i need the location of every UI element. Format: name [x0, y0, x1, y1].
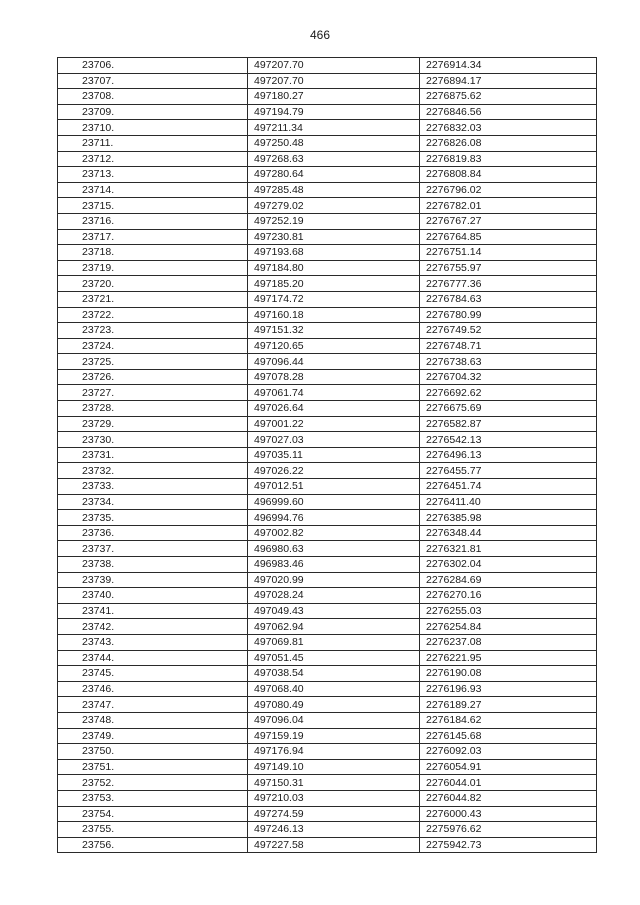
y-coordinate-cell: 2276189.27 — [420, 697, 597, 713]
y-coordinate-cell: 2276000.43 — [420, 806, 597, 822]
point-number-cell: 23748. — [58, 712, 248, 728]
x-coordinate-cell: 497246.13 — [248, 822, 420, 838]
y-coordinate-cell: 2276184.62 — [420, 712, 597, 728]
y-coordinate-cell: 2276496.13 — [420, 447, 597, 463]
y-coordinate-cell: 2276542.13 — [420, 432, 597, 448]
table-row — [58, 58, 597, 74]
point-number-cell: 23734. — [58, 494, 248, 510]
x-coordinate-cell: 497096.04 — [248, 712, 420, 728]
point-number-cell: 23735. — [58, 510, 248, 526]
point-number-cell: 23707. — [58, 73, 248, 89]
table-row — [58, 416, 597, 432]
x-coordinate-cell: 497062.94 — [248, 619, 420, 635]
y-coordinate-cell: 2276196.93 — [420, 681, 597, 697]
table-row — [58, 135, 597, 151]
x-coordinate-cell: 496999.60 — [248, 494, 420, 510]
y-coordinate-cell: 2276190.08 — [420, 666, 597, 682]
table-row — [58, 494, 597, 510]
y-coordinate-cell: 2275942.73 — [420, 837, 597, 853]
point-number-cell: 23725. — [58, 354, 248, 370]
table-row — [58, 712, 597, 728]
table-row — [58, 666, 597, 682]
point-number-cell: 23732. — [58, 463, 248, 479]
point-number-cell: 23730. — [58, 432, 248, 448]
y-coordinate-cell: 2276284.69 — [420, 572, 597, 588]
point-number-cell: 23749. — [58, 728, 248, 744]
point-number-cell: 23727. — [58, 385, 248, 401]
table-row — [58, 213, 597, 229]
x-coordinate-cell: 497069.81 — [248, 634, 420, 650]
point-number-cell: 23755. — [58, 822, 248, 838]
y-coordinate-cell: 2276455.77 — [420, 463, 597, 479]
x-coordinate-cell: 497268.63 — [248, 151, 420, 167]
point-number-cell: 23706. — [58, 58, 248, 74]
x-coordinate-cell: 497150.31 — [248, 775, 420, 791]
point-number-cell: 23745. — [58, 666, 248, 682]
x-coordinate-cell: 497250.48 — [248, 135, 420, 151]
x-coordinate-cell: 497160.18 — [248, 307, 420, 323]
point-number-cell: 23724. — [58, 338, 248, 354]
point-number-cell: 23713. — [58, 167, 248, 183]
point-number-cell: 23746. — [58, 681, 248, 697]
point-number-cell: 23744. — [58, 650, 248, 666]
point-number-cell: 23731. — [58, 447, 248, 463]
point-number-cell: 23710. — [58, 120, 248, 136]
point-number-cell: 23708. — [58, 89, 248, 105]
x-coordinate-cell: 497078.28 — [248, 369, 420, 385]
x-coordinate-cell: 497184.80 — [248, 260, 420, 276]
point-number-cell: 23717. — [58, 229, 248, 245]
point-number-cell: 23742. — [58, 619, 248, 635]
y-coordinate-cell: 2276796.02 — [420, 182, 597, 198]
y-coordinate-cell: 2276749.52 — [420, 323, 597, 339]
point-number-cell: 23750. — [58, 744, 248, 760]
y-coordinate-cell: 2276221.95 — [420, 650, 597, 666]
x-coordinate-cell: 497280.64 — [248, 167, 420, 183]
y-coordinate-cell: 2276302.04 — [420, 557, 597, 573]
y-coordinate-cell: 2276914.34 — [420, 58, 597, 74]
table-row — [58, 479, 597, 495]
x-coordinate-cell: 497285.48 — [248, 182, 420, 198]
table-row — [58, 681, 597, 697]
y-coordinate-cell: 2276385.98 — [420, 510, 597, 526]
point-number-cell: 23729. — [58, 416, 248, 432]
x-coordinate-cell: 497207.70 — [248, 58, 420, 74]
y-coordinate-cell: 2276846.56 — [420, 104, 597, 120]
y-coordinate-cell: 2276780.99 — [420, 307, 597, 323]
x-coordinate-cell: 496980.63 — [248, 541, 420, 557]
table-row — [58, 447, 597, 463]
y-coordinate-cell: 2276777.36 — [420, 276, 597, 292]
table-row — [58, 806, 597, 822]
point-number-cell: 23718. — [58, 245, 248, 261]
x-coordinate-cell: 497159.19 — [248, 728, 420, 744]
y-coordinate-cell: 2276784.63 — [420, 291, 597, 307]
x-coordinate-cell: 497176.94 — [248, 744, 420, 760]
y-coordinate-cell: 2276782.01 — [420, 198, 597, 214]
coordinates-table-body — [58, 58, 597, 853]
x-coordinate-cell: 497002.82 — [248, 525, 420, 541]
table-row — [58, 276, 597, 292]
y-coordinate-cell: 2276411.40 — [420, 494, 597, 510]
y-coordinate-cell: 2276145.68 — [420, 728, 597, 744]
point-number-cell: 23726. — [58, 369, 248, 385]
point-number-cell: 23733. — [58, 479, 248, 495]
x-coordinate-cell: 497026.22 — [248, 463, 420, 479]
x-coordinate-cell: 497026.64 — [248, 401, 420, 417]
point-number-cell: 23728. — [58, 401, 248, 417]
table-row — [58, 744, 597, 760]
y-coordinate-cell: 2276767.27 — [420, 213, 597, 229]
table-row — [58, 463, 597, 479]
table-row — [58, 557, 597, 573]
x-coordinate-cell: 497049.43 — [248, 603, 420, 619]
x-coordinate-cell: 496983.46 — [248, 557, 420, 573]
y-coordinate-cell: 2276451.74 — [420, 479, 597, 495]
y-coordinate-cell: 2276894.17 — [420, 73, 597, 89]
table-row — [58, 73, 597, 89]
point-number-cell: 23747. — [58, 697, 248, 713]
coordinates-table — [57, 57, 597, 853]
point-number-cell: 23743. — [58, 634, 248, 650]
point-number-cell: 23716. — [58, 213, 248, 229]
x-coordinate-cell: 497080.49 — [248, 697, 420, 713]
point-number-cell: 23714. — [58, 182, 248, 198]
table-row — [58, 697, 597, 713]
point-number-cell: 23740. — [58, 588, 248, 604]
point-number-cell: 23721. — [58, 291, 248, 307]
y-coordinate-cell: 2276748.71 — [420, 338, 597, 354]
x-coordinate-cell: 497227.58 — [248, 837, 420, 853]
table-row — [58, 432, 597, 448]
x-coordinate-cell: 497230.81 — [248, 229, 420, 245]
x-coordinate-cell: 497194.79 — [248, 104, 420, 120]
point-number-cell: 23720. — [58, 276, 248, 292]
x-coordinate-cell: 497068.40 — [248, 681, 420, 697]
table-row — [58, 775, 597, 791]
table-row — [58, 510, 597, 526]
point-number-cell: 23754. — [58, 806, 248, 822]
y-coordinate-cell: 2276044.01 — [420, 775, 597, 791]
point-number-cell: 23711. — [58, 135, 248, 151]
point-number-cell: 23712. — [58, 151, 248, 167]
table-row — [58, 245, 597, 261]
table-row — [58, 182, 597, 198]
table-row — [58, 260, 597, 276]
y-coordinate-cell: 2276044.82 — [420, 790, 597, 806]
y-coordinate-cell: 2276675.69 — [420, 401, 597, 417]
x-coordinate-cell: 497096.44 — [248, 354, 420, 370]
table-row — [58, 198, 597, 214]
table-row — [58, 728, 597, 744]
x-coordinate-cell: 497193.68 — [248, 245, 420, 261]
point-number-cell: 23722. — [58, 307, 248, 323]
y-coordinate-cell: 2276764.85 — [420, 229, 597, 245]
x-coordinate-cell: 497174.72 — [248, 291, 420, 307]
point-number-cell: 23736. — [58, 525, 248, 541]
x-coordinate-cell: 497279.02 — [248, 198, 420, 214]
y-coordinate-cell: 2276875.62 — [420, 89, 597, 105]
x-coordinate-cell: 497001.22 — [248, 416, 420, 432]
table-row — [58, 401, 597, 417]
table-row — [58, 588, 597, 604]
x-coordinate-cell: 497120.65 — [248, 338, 420, 354]
x-coordinate-cell: 497207.70 — [248, 73, 420, 89]
y-coordinate-cell: 2276348.44 — [420, 525, 597, 541]
y-coordinate-cell: 2276321.81 — [420, 541, 597, 557]
y-coordinate-cell: 2275976.62 — [420, 822, 597, 838]
point-number-cell: 23752. — [58, 775, 248, 791]
x-coordinate-cell: 497035.11 — [248, 447, 420, 463]
x-coordinate-cell: 497012.51 — [248, 479, 420, 495]
table-row — [58, 837, 597, 853]
table-row — [58, 229, 597, 245]
point-number-cell: 23751. — [58, 759, 248, 775]
y-coordinate-cell: 2276832.03 — [420, 120, 597, 136]
table-row — [58, 151, 597, 167]
point-number-cell: 23723. — [58, 323, 248, 339]
y-coordinate-cell: 2276582.87 — [420, 416, 597, 432]
y-coordinate-cell: 2276092.03 — [420, 744, 597, 760]
table-row — [58, 338, 597, 354]
table-row — [58, 354, 597, 370]
point-number-cell: 23719. — [58, 260, 248, 276]
point-number-cell: 23739. — [58, 572, 248, 588]
page-number: 466 — [309, 28, 331, 42]
y-coordinate-cell: 2276819.83 — [420, 151, 597, 167]
x-coordinate-cell: 497149.10 — [248, 759, 420, 775]
y-coordinate-cell: 2276254.84 — [420, 619, 597, 635]
y-coordinate-cell: 2276054.91 — [420, 759, 597, 775]
x-coordinate-cell: 497211.34 — [248, 120, 420, 136]
x-coordinate-cell: 497027.03 — [248, 432, 420, 448]
point-number-cell: 23753. — [58, 790, 248, 806]
table-row — [58, 291, 597, 307]
table-row — [58, 619, 597, 635]
x-coordinate-cell: 497252.19 — [248, 213, 420, 229]
table-row — [58, 167, 597, 183]
y-coordinate-cell: 2276270.16 — [420, 588, 597, 604]
y-coordinate-cell: 2276704.32 — [420, 369, 597, 385]
table-row — [58, 603, 597, 619]
y-coordinate-cell: 2276255.03 — [420, 603, 597, 619]
table-row — [58, 369, 597, 385]
table-row — [58, 634, 597, 650]
x-coordinate-cell: 497038.54 — [248, 666, 420, 682]
table-row — [58, 89, 597, 105]
table-row — [58, 323, 597, 339]
point-number-cell: 23756. — [58, 837, 248, 853]
table-row — [58, 120, 597, 136]
y-coordinate-cell: 2276692.62 — [420, 385, 597, 401]
point-number-cell: 23709. — [58, 104, 248, 120]
point-number-cell: 23738. — [58, 557, 248, 573]
point-number-cell: 23715. — [58, 198, 248, 214]
x-coordinate-cell: 497185.20 — [248, 276, 420, 292]
table-row — [58, 385, 597, 401]
table-row — [58, 790, 597, 806]
x-coordinate-cell: 497151.32 — [248, 323, 420, 339]
y-coordinate-cell: 2276237.08 — [420, 634, 597, 650]
y-coordinate-cell: 2276738.63 — [420, 354, 597, 370]
x-coordinate-cell: 496994.76 — [248, 510, 420, 526]
y-coordinate-cell: 2276808.84 — [420, 167, 597, 183]
x-coordinate-cell: 497028.24 — [248, 588, 420, 604]
table-row — [58, 572, 597, 588]
point-number-cell: 23741. — [58, 603, 248, 619]
table-row — [58, 759, 597, 775]
x-coordinate-cell: 497274.59 — [248, 806, 420, 822]
x-coordinate-cell: 497061.74 — [248, 385, 420, 401]
point-number-cell: 23737. — [58, 541, 248, 557]
x-coordinate-cell: 497051.45 — [248, 650, 420, 666]
x-coordinate-cell: 497180.27 — [248, 89, 420, 105]
table-row — [58, 541, 597, 557]
table-row — [58, 525, 597, 541]
y-coordinate-cell: 2276826.08 — [420, 135, 597, 151]
x-coordinate-cell: 497210.03 — [248, 790, 420, 806]
table-row — [58, 650, 597, 666]
table-row — [58, 822, 597, 838]
x-coordinate-cell: 497020.99 — [248, 572, 420, 588]
y-coordinate-cell: 2276755.97 — [420, 260, 597, 276]
table-row — [58, 104, 597, 120]
y-coordinate-cell: 2276751.14 — [420, 245, 597, 261]
table-row — [58, 307, 597, 323]
